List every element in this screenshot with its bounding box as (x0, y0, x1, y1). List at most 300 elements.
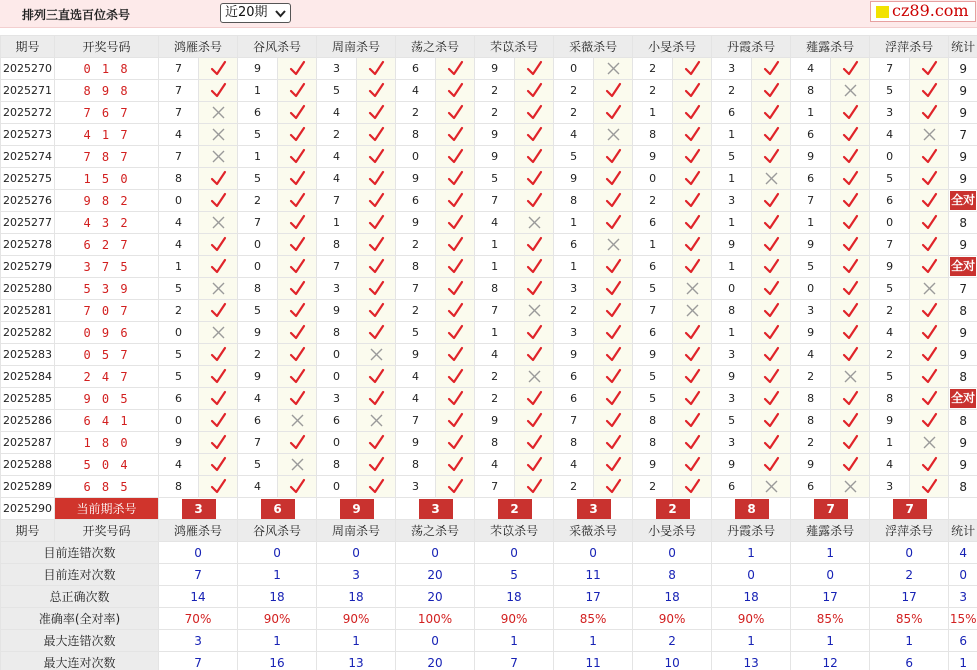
kill-number: 8 (633, 432, 673, 454)
summary-stat: 6 (949, 630, 977, 652)
check-icon (368, 60, 385, 77)
table-row (1, 476, 977, 498)
result-cell (357, 388, 396, 410)
col-expert-header[interactable]: 谷风杀号 (238, 36, 317, 58)
stat-value: 8 (959, 479, 967, 494)
issue-number: 2025270 (1, 58, 55, 80)
col-expert-header[interactable]: 采薇杀号 (554, 520, 633, 542)
result-cell (278, 212, 317, 234)
check-icon (921, 412, 938, 429)
cross-icon (210, 148, 227, 165)
kill-number: 0 (396, 146, 436, 168)
cross-icon (763, 478, 780, 495)
issue-number: 2025288 (1, 454, 55, 476)
check-icon (842, 456, 859, 473)
check-icon (289, 368, 306, 385)
issue-number: 2025283 (1, 344, 55, 366)
result-cell (752, 102, 791, 124)
kill-number: 4 (475, 344, 515, 366)
result-cell (357, 190, 396, 212)
result-cell (278, 322, 317, 344)
logo-square-icon (876, 6, 889, 18)
check-icon (368, 456, 385, 473)
kill-number: 8 (475, 432, 515, 454)
current-kill-number (317, 498, 396, 520)
check-icon (526, 434, 543, 451)
result-cell (515, 146, 554, 168)
kill-number: 2 (633, 190, 673, 212)
result-cell (436, 190, 475, 212)
summary-value: 1 (791, 542, 870, 564)
result-cell (673, 102, 712, 124)
result-cell (278, 432, 317, 454)
draw-number: 5 3 9 (55, 278, 159, 300)
kill-number: 2 (159, 300, 199, 322)
check-icon (526, 346, 543, 363)
table-row (1, 366, 977, 388)
kill-number: 1 (791, 212, 831, 234)
kill-number: 8 (712, 300, 752, 322)
check-icon (842, 258, 859, 275)
check-icon (210, 456, 227, 473)
issue-number: 2025287 (1, 432, 55, 454)
kill-number: 4 (791, 58, 831, 80)
result-cell (752, 344, 791, 366)
draw-number: 7 8 7 (55, 146, 159, 168)
col-expert-header[interactable]: 浮萍杀号 (870, 36, 949, 58)
check-icon (921, 368, 938, 385)
check-icon (921, 214, 938, 231)
result-cell (515, 322, 554, 344)
result-cell (752, 212, 791, 234)
table-row (1, 454, 977, 476)
kill-number: 2 (870, 344, 910, 366)
cross-icon (842, 82, 859, 99)
cross-icon (368, 346, 385, 363)
kill-number: 7 (238, 212, 278, 234)
current-kill-number (475, 498, 554, 520)
kill-number: 9 (712, 366, 752, 388)
issue-number: 2025275 (1, 168, 55, 190)
summary-value: 100% (396, 608, 475, 630)
row-stat (949, 300, 977, 322)
result-cell (278, 102, 317, 124)
result-cell (831, 454, 870, 476)
check-icon (684, 412, 701, 429)
result-cell (278, 476, 317, 498)
result-cell (752, 454, 791, 476)
check-icon (289, 434, 306, 451)
check-icon (921, 148, 938, 165)
result-cell (910, 278, 949, 300)
row-stat (949, 322, 977, 344)
check-icon (684, 368, 701, 385)
check-icon (921, 324, 938, 341)
check-icon (526, 412, 543, 429)
kill-number: 6 (791, 476, 831, 498)
row-stat (949, 234, 977, 256)
issue-number: 2025278 (1, 234, 55, 256)
kill-number: 5 (238, 300, 278, 322)
check-icon (368, 368, 385, 385)
check-icon (684, 82, 701, 99)
period-select[interactable] (220, 3, 291, 23)
col-expert-header[interactable]: 芣苡杀号 (475, 36, 554, 58)
kill-number: 9 (396, 168, 436, 190)
check-icon (447, 390, 464, 407)
row-stat (949, 58, 977, 80)
col-expert-header[interactable]: 鸿雁杀号 (159, 36, 238, 58)
result-cell (357, 58, 396, 80)
kill-number: 2 (633, 476, 673, 498)
summary-stat: 3 (949, 586, 977, 608)
check-icon (289, 214, 306, 231)
check-icon (210, 302, 227, 319)
check-icon (289, 82, 306, 99)
col-expert-header[interactable]: 荡之杀号 (396, 520, 475, 542)
summary-value: 3 (317, 564, 396, 586)
check-icon (447, 148, 464, 165)
col-expert-header[interactable]: 周南杀号 (317, 520, 396, 542)
result-cell (199, 146, 238, 168)
summary-value: 17 (791, 586, 870, 608)
result-cell (910, 256, 949, 278)
summary-stat: 1 (949, 652, 977, 670)
check-icon (763, 104, 780, 121)
col-expert-header[interactable]: 鸿雁杀号 (159, 520, 238, 542)
kill-number: 6 (238, 102, 278, 124)
result-cell (831, 190, 870, 212)
result-cell (436, 388, 475, 410)
all-correct-badge: 全对 (950, 191, 976, 210)
summary-row (1, 652, 977, 670)
result-cell (515, 366, 554, 388)
check-icon (842, 126, 859, 143)
cross-icon (684, 302, 701, 319)
table-row (1, 80, 977, 102)
kill-number: 2 (238, 190, 278, 212)
result-cell (673, 322, 712, 344)
stat-value: 9 (959, 83, 967, 98)
check-icon (763, 412, 780, 429)
table-row (1, 410, 977, 432)
result-cell (436, 58, 475, 80)
kill-number: 5 (159, 366, 199, 388)
stat-value: 9 (959, 325, 967, 340)
check-icon (368, 148, 385, 165)
draw-number: 8 9 8 (55, 80, 159, 102)
check-icon (526, 148, 543, 165)
cross-icon (289, 456, 306, 473)
col-expert-header[interactable]: 小旻杀号 (633, 520, 712, 542)
kill-number: 8 (317, 234, 357, 256)
result-cell (752, 476, 791, 498)
current-kill-number (633, 498, 712, 520)
result-cell (199, 432, 238, 454)
table-row (1, 432, 977, 454)
kill-number: 2 (633, 80, 673, 102)
col-expert-header[interactable]: 浮萍杀号 (870, 520, 949, 542)
kill-number: 3 (870, 476, 910, 498)
kill-number: 4 (396, 80, 436, 102)
check-icon (368, 214, 385, 231)
col-expert-header[interactable]: 丹霞杀号 (712, 520, 791, 542)
table-row (1, 300, 977, 322)
kill-number: 6 (633, 212, 673, 234)
kill-number: 8 (159, 476, 199, 498)
check-icon (763, 192, 780, 209)
check-icon (763, 324, 780, 341)
top-bar (0, 0, 977, 28)
draw-number: 1 5 0 (55, 168, 159, 190)
kill-number: 6 (712, 102, 752, 124)
result-cell (436, 454, 475, 476)
kill-number: 7 (317, 256, 357, 278)
kill-number: 2 (712, 80, 752, 102)
col-expert-header[interactable]: 丹霞杀号 (712, 36, 791, 58)
check-icon (526, 456, 543, 473)
result-cell (910, 212, 949, 234)
issue-number: 2025285 (1, 388, 55, 410)
current-kill-label: 当前期杀号 (55, 498, 159, 520)
result-cell (910, 344, 949, 366)
summary-value: 14 (159, 586, 238, 608)
check-icon (526, 478, 543, 495)
table-row (1, 322, 977, 344)
check-icon (921, 302, 938, 319)
check-icon (526, 60, 543, 77)
result-cell (515, 168, 554, 190)
cross-icon (763, 170, 780, 187)
kill-number: 5 (554, 146, 594, 168)
result-cell (910, 366, 949, 388)
result-cell (357, 476, 396, 498)
cross-icon (842, 478, 859, 495)
col-expert-header[interactable]: 谷风杀号 (238, 520, 317, 542)
col-issue-header: 期号 (1, 36, 55, 58)
col-expert-header[interactable]: 荡之杀号 (396, 36, 475, 58)
kill-number: 0 (159, 322, 199, 344)
summary-value: 18 (633, 586, 712, 608)
result-cell (278, 344, 317, 366)
kill-number: 0 (633, 168, 673, 190)
result-cell (436, 168, 475, 190)
issue-number: 2025276 (1, 190, 55, 212)
summary-value: 90% (317, 608, 396, 630)
summary-value: 1 (475, 630, 554, 652)
row-stat (949, 454, 977, 476)
result-cell (357, 454, 396, 476)
kill-number: 5 (633, 278, 673, 300)
check-icon (605, 324, 622, 341)
col-expert-header[interactable]: 周南杀号 (317, 36, 396, 58)
check-icon (605, 104, 622, 121)
kill-number: 0 (317, 432, 357, 454)
result-cell (831, 102, 870, 124)
result-cell (594, 212, 633, 234)
result-cell (752, 168, 791, 190)
row-stat (949, 102, 977, 124)
check-icon (289, 324, 306, 341)
summary-value: 8 (633, 564, 712, 586)
summary-value: 0 (159, 542, 238, 564)
check-icon (842, 170, 859, 187)
kill-number: 7 (633, 300, 673, 322)
result-cell (515, 476, 554, 498)
kill-number: 2 (475, 388, 515, 410)
result-cell (515, 80, 554, 102)
result-cell (831, 344, 870, 366)
summary-value: 13 (317, 652, 396, 670)
kill-number: 4 (396, 366, 436, 388)
site-logo[interactable] (870, 1, 976, 22)
kill-number: 6 (554, 366, 594, 388)
cross-icon (368, 412, 385, 429)
current-kill-badge: 2 (498, 499, 532, 519)
summary-row (1, 630, 977, 652)
check-icon (921, 346, 938, 363)
result-cell (515, 300, 554, 322)
col-expert-header[interactable]: 薤露杀号 (791, 520, 870, 542)
summary-value: 1 (238, 630, 317, 652)
result-cell (673, 476, 712, 498)
summary-label: 准确率(全对率) (1, 608, 159, 630)
result-cell (199, 234, 238, 256)
result-cell (673, 212, 712, 234)
summary-value: 90% (633, 608, 712, 630)
summary-label: 目前连错次数 (1, 542, 159, 564)
check-icon (921, 60, 938, 77)
result-cell (594, 344, 633, 366)
kill-number: 2 (475, 80, 515, 102)
check-icon (763, 390, 780, 407)
kill-number: 6 (238, 410, 278, 432)
cross-icon (605, 60, 622, 77)
kill-number: 8 (633, 124, 673, 146)
check-icon (289, 104, 306, 121)
check-icon (684, 346, 701, 363)
draw-number: 0 9 6 (55, 322, 159, 344)
kill-number: 7 (159, 58, 199, 80)
result-cell (436, 146, 475, 168)
draw-number: 0 5 7 (55, 344, 159, 366)
kill-number: 1 (554, 256, 594, 278)
kill-number: 8 (791, 410, 831, 432)
draw-number: 0 1 8 (55, 58, 159, 80)
current-kill-badge: 6 (261, 499, 295, 519)
check-icon (605, 456, 622, 473)
stat-value: 9 (959, 61, 967, 76)
col-expert-header[interactable]: 芣苡杀号 (475, 520, 554, 542)
summary-row (1, 586, 977, 608)
kill-number: 9 (238, 322, 278, 344)
table-row (1, 344, 977, 366)
result-cell (673, 344, 712, 366)
kill-number: 6 (159, 388, 199, 410)
check-icon (921, 236, 938, 253)
row-stat (949, 168, 977, 190)
result-cell (515, 256, 554, 278)
row-stat (949, 344, 977, 366)
summary-value: 7 (159, 564, 238, 586)
col-expert-header[interactable]: 薤露杀号 (791, 36, 870, 58)
all-correct-badge: 全对 (950, 389, 976, 408)
result-cell (436, 366, 475, 388)
result-cell (752, 410, 791, 432)
check-icon (210, 478, 227, 495)
check-icon (842, 236, 859, 253)
row-stat (949, 146, 977, 168)
result-cell (594, 388, 633, 410)
check-icon (921, 456, 938, 473)
result-cell (278, 366, 317, 388)
current-kill-number (396, 498, 475, 520)
row-stat (949, 80, 977, 102)
kill-number: 9 (475, 124, 515, 146)
summary-stat: 4 (949, 542, 977, 564)
kill-number: 1 (712, 256, 752, 278)
check-icon (684, 104, 701, 121)
issue-number: 2025274 (1, 146, 55, 168)
result-cell (831, 322, 870, 344)
check-icon (447, 280, 464, 297)
summary-value: 0 (712, 564, 791, 586)
result-cell (752, 322, 791, 344)
cross-icon (684, 280, 701, 297)
result-cell (436, 476, 475, 498)
kill-number: 0 (159, 190, 199, 212)
current-issue-row (1, 498, 977, 520)
result-cell (752, 234, 791, 256)
current-kill-badge: 3 (419, 499, 453, 519)
result-cell (357, 344, 396, 366)
col-expert-header[interactable]: 采薇杀号 (554, 36, 633, 58)
result-cell (752, 146, 791, 168)
kill-number: 8 (475, 278, 515, 300)
result-cell (515, 344, 554, 366)
check-icon (921, 192, 938, 209)
check-icon (684, 60, 701, 77)
result-cell (436, 124, 475, 146)
result-cell (357, 366, 396, 388)
col-draw-header: 开奖号码 (55, 520, 159, 542)
col-expert-header[interactable]: 小旻杀号 (633, 36, 712, 58)
current-kill-badge: 3 (182, 499, 216, 519)
result-cell (357, 80, 396, 102)
summary-value: 11 (554, 652, 633, 670)
check-icon (368, 82, 385, 99)
row-stat (949, 256, 977, 278)
col-stat-header: 统计 (949, 36, 977, 58)
result-cell (673, 190, 712, 212)
kill-number: 0 (712, 278, 752, 300)
summary-row (1, 564, 977, 586)
summary-value: 1 (238, 564, 317, 586)
summary-stat: 0 (949, 564, 977, 586)
kill-number: 9 (712, 454, 752, 476)
result-cell (831, 146, 870, 168)
summary-value: 12 (791, 652, 870, 670)
kill-number: 0 (317, 344, 357, 366)
issue-number: 2025273 (1, 124, 55, 146)
kill-number: 3 (712, 344, 752, 366)
summary-value: 17 (870, 586, 949, 608)
row-stat (949, 388, 977, 410)
check-icon (210, 192, 227, 209)
current-kill-badge: 8 (735, 499, 769, 519)
kill-number: 9 (554, 168, 594, 190)
col-stat-header: 统计 (949, 520, 977, 542)
